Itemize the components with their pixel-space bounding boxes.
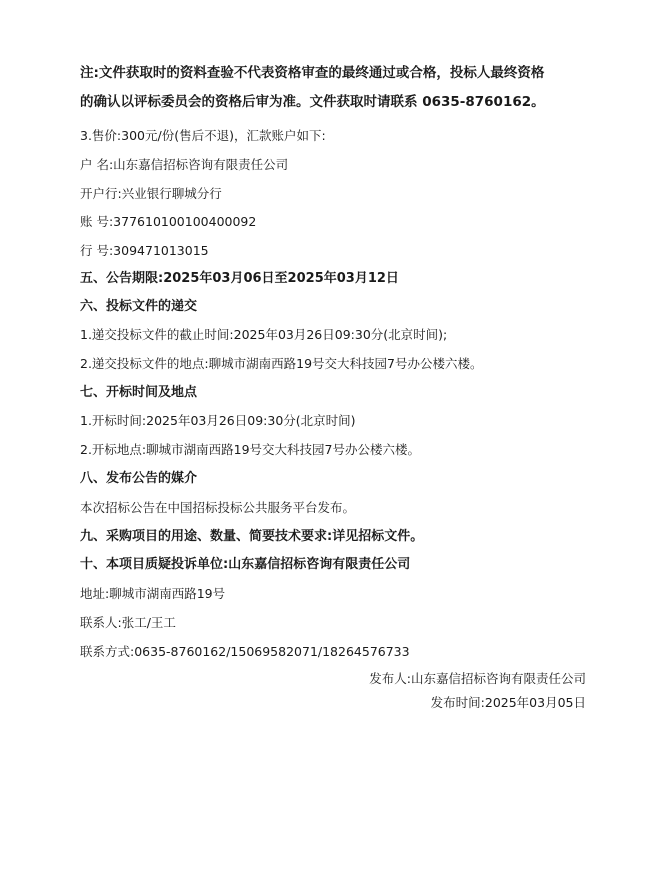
contact-line: 联系人:张工/王工 [80, 615, 176, 630]
section-9: 九、采购项目的用途、数量、简要技术要求:详见招标文件。 [80, 529, 424, 544]
section-10: 十、本项目质疑投诉单位:山东嘉信招标咨询有限责任公司 [80, 557, 411, 572]
address-line: 地址:聊城市湖南西路19号 [80, 586, 226, 601]
note-line-1: 注:文件获取时的资料查验不代表资格审查的最终通过或合格，投标人最终资格 [80, 65, 545, 81]
section-7-item-2: 2.开标地点:聊城市湖南西路19号交大科技园7号办公楼六楼。 [80, 442, 420, 457]
section-8-title: 八、发布公告的媒介 [80, 471, 198, 486]
phone-line: 联系方式:0635-8760162/15069582071/18264576733 [80, 644, 410, 659]
account-number: 账 号:377610100100400092 [80, 214, 257, 229]
note-line-2: 的确认以评标委员会的资格后审为准。文件获取时请联系 0635-8760162。 [80, 94, 545, 110]
section-7-title: 七、开标时间及地点 [80, 385, 198, 400]
section-6-title: 六、投标文件的递交 [80, 299, 198, 314]
section-8-text: 本次招标公告在中国招标投标公共服务平台发布。 [80, 500, 356, 515]
section-5: 五、公告期限:2025年03月06日至2025年03月12日 [80, 271, 399, 286]
bank-name: 开户行:兴业银行聊城分行 [80, 186, 222, 201]
section-6-item-1: 1.递交投标文件的截止时间:2025年03月26日09:30分(北京时间); [80, 327, 448, 342]
publisher-line: 发布人:山东嘉信招标咨询有限责任公司 [369, 671, 586, 686]
section-6-item-2: 2.递交投标文件的地点:聊城市湖南西路19号交大科技园7号办公楼六楼。 [80, 356, 483, 371]
bank-number: 行 号:309471013015 [80, 243, 209, 258]
account-name: 户 名:山东嘉信招标咨询有限责任公司 [80, 157, 289, 172]
price-line: 3.售价:300元/份(售后不退)，汇款账户如下: [80, 128, 326, 143]
section-7-item-1: 1.开标时间:2025年03月26日09:30分(北京时间) [80, 413, 356, 428]
publish-date: 发布时间:2025年03月05日 [430, 695, 586, 710]
